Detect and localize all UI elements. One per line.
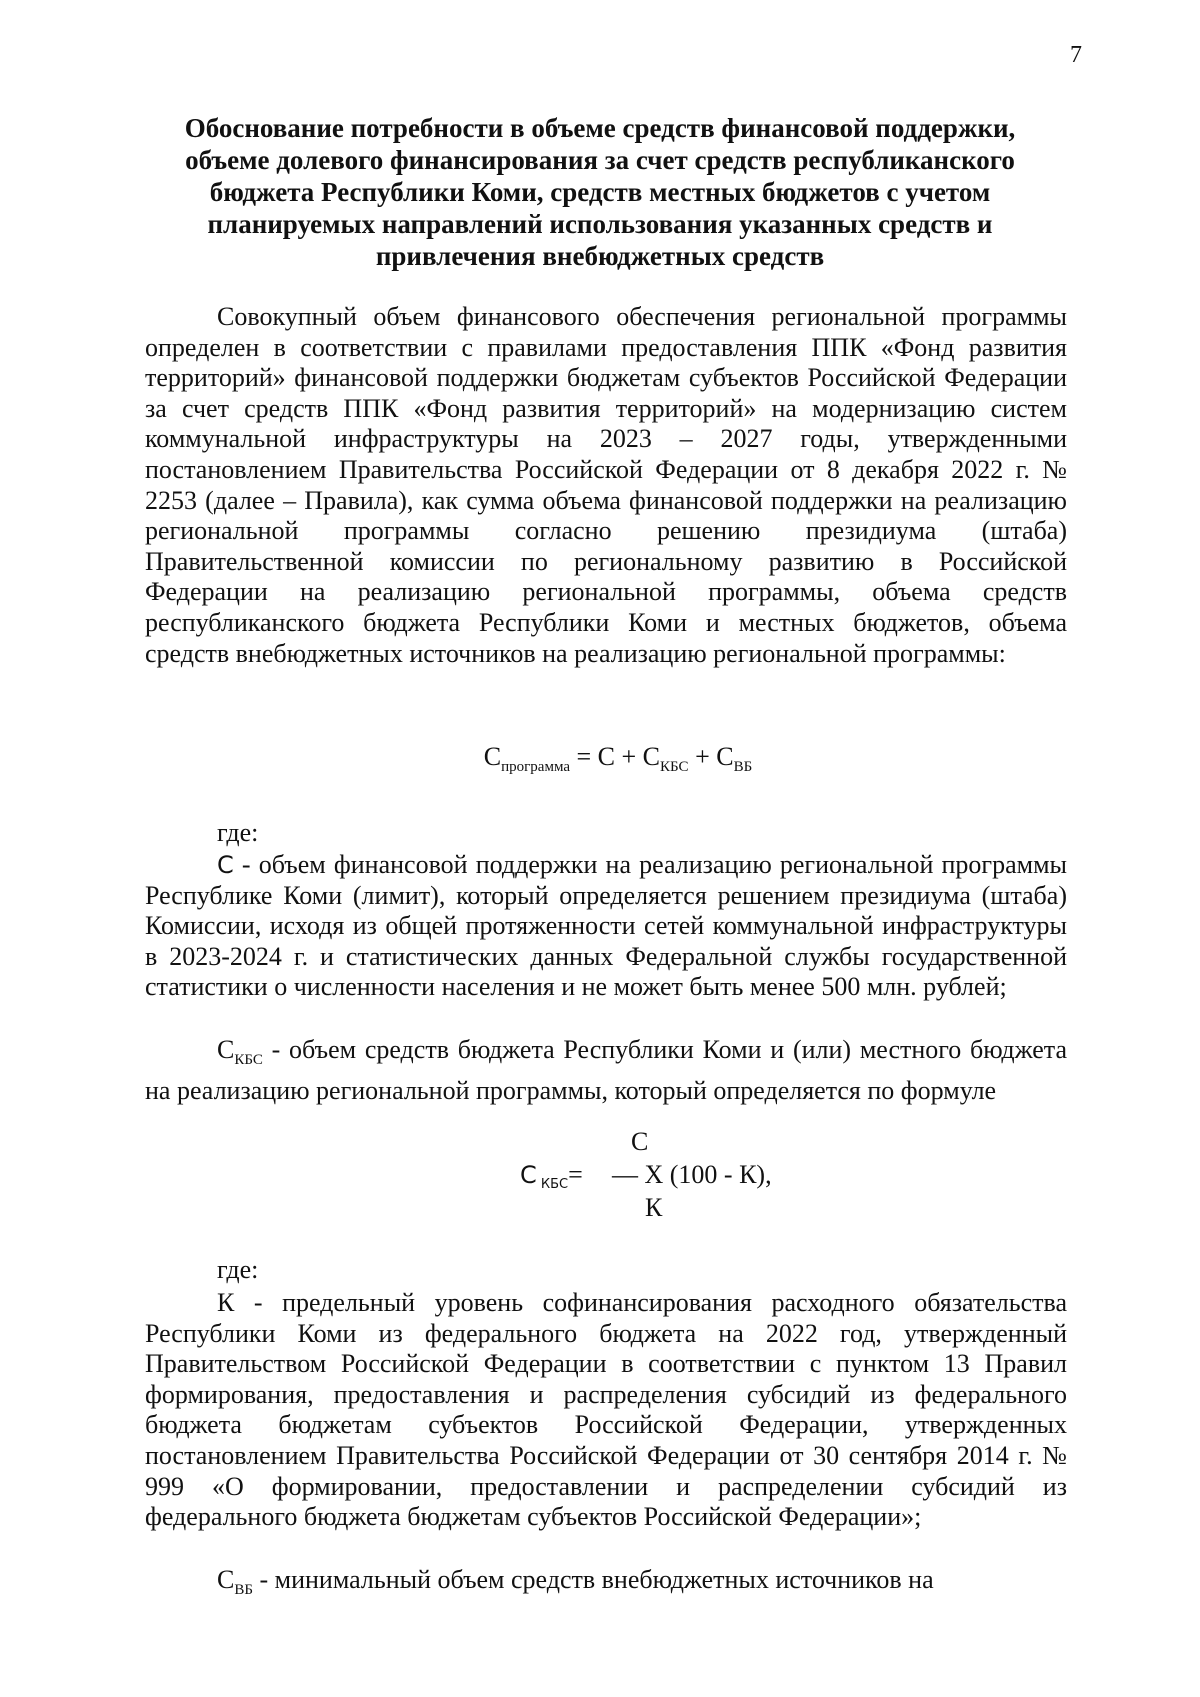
definition-symbol: С xyxy=(217,851,234,879)
definition-ckbs xyxy=(145,1035,1067,1106)
title-line: привлечения внебюджетных средств xyxy=(375,241,825,271)
fraction-denominator: К xyxy=(645,1193,663,1222)
definition-text: - объем средств бюджета Республики Коми и (или) местного бюджета на реализацию региональной программы, который определяется по формуле xyxy=(145,1035,1067,1105)
definition-k: К - предельный уровень софинансирования расходного обязательства Республики Коми из федерального бюджета на 2022 год, утвержденный Правительством Российской Федерации в соответствии с пунктом 13 Правил формирования, предоставления и распределения субсидий из федерального бюджета бюджетам субъектов Российской Федерации, утвержденных постановлением Правительства Российской Федерации от 30 сентября 2014 г. № 999 «О формировании, предоставлении и распределении субсидий из федерального бюджета бюджетам субъектов Российской Федерации»; xyxy=(145,1288,1067,1532)
formula-rhs: — Х (100 - К), xyxy=(612,1160,772,1189)
title-line: Обоснование потребности в объеме средств финансовой поддержки, xyxy=(184,113,1016,143)
formula-subscript: КБС xyxy=(660,759,689,775)
formula-subscript: ВБ xyxy=(733,759,753,775)
formula-equals: = xyxy=(568,1160,583,1189)
program-formula xyxy=(0,742,1200,782)
formula-text: = С + С xyxy=(570,742,661,771)
document-title xyxy=(150,112,1050,272)
formula-symbol: С xyxy=(483,742,502,771)
definition-c xyxy=(145,850,1067,1003)
definition-subscript: ВБ xyxy=(234,1582,253,1598)
formula-text: + С xyxy=(688,742,734,771)
title-line: объеме долевого финансирования за счет средств республиканского xyxy=(185,145,1015,175)
formula-subscript: КБС xyxy=(536,1177,569,1192)
formula-lhs xyxy=(520,1160,583,1192)
page-number: 7 xyxy=(1070,42,1082,68)
intro-paragraph: Совокупный объем финансового обеспечения региональной программы определен в соответствии с правилами предоставления ППК «Фонд развития территорий» финансовой поддержки бюджетам субъектов Российской Федерации за счет средств ППК «Фонд развития территорий» на модернизацию систем коммунальной инфраструктуры на 2023 – 2027 годы, утвержденными постановлением Правительства Российской Федерации от 8 декабря 2022 г. № 2253 (далее – Правила), как сумма объема финансовой поддержки на реализацию региональной программы согласно решению президиума (штаба) Правительственной комиссии по региональному развитию в Российской Федерации на реализацию региональной программы, объема средств республиканского бюджета Республики Коми и местных бюджетов, объема средств внебюджетных источников на реализацию региональной программы: xyxy=(145,302,1067,668)
definition-text: - объем финансовой поддержки на реализацию региональной программы Республике Коми (лимит), который определяется решением президиума (штаба) Комиссии, исходя из общей протяженности сетей коммунальной инфраструктуры в 2023-2024 г. и статистических данных Федеральной службы государственной статистики о численности населения и не может быть менее 500 млн. рублей; xyxy=(145,850,1067,1002)
where-label: где: xyxy=(217,818,259,847)
formula-symbol: С xyxy=(520,1161,537,1189)
where-label: где: xyxy=(217,1255,259,1284)
kbs-formula xyxy=(520,1127,820,1227)
definition-symbol: С xyxy=(217,1565,235,1594)
definition-symbol: С xyxy=(217,1035,235,1064)
definition-cvb xyxy=(145,1565,1067,1606)
fraction-numerator: С xyxy=(631,1127,649,1156)
formula-subscript: программа xyxy=(501,759,571,775)
definition-subscript: КБС xyxy=(234,1052,263,1068)
definition-text: - минимальный объем средств внебюджетных источников на xyxy=(252,1565,934,1594)
title-line: бюджета Республики Коми, средств местных бюджетов с учетом xyxy=(209,177,991,207)
title-line: планируемых направлений использования указанных средств и xyxy=(207,209,993,239)
